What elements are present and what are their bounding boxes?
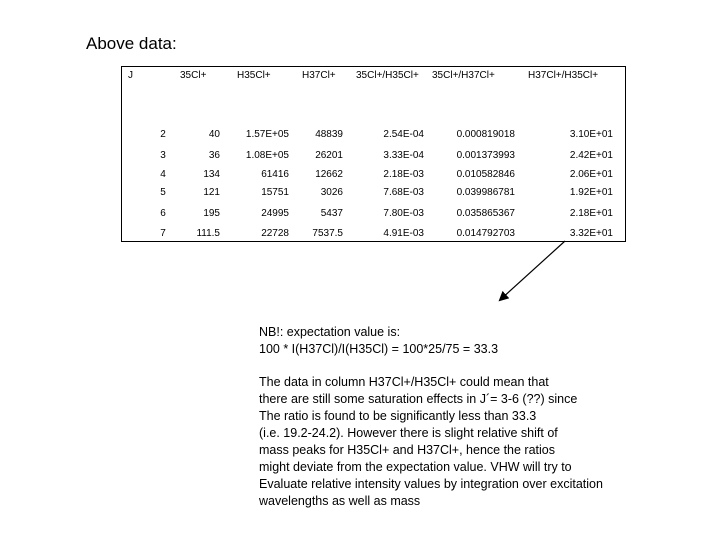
cell-35cl-h37cl: 0.010582846 (456, 169, 515, 180)
explanation-line: (i.e. 19.2-24.2). However there is slight relative shift of (259, 426, 558, 440)
header-35cl-h35cl: 35Cl+/H35Cl+ (356, 70, 419, 81)
explanation-line: there are still some saturation effects in J´= 3-6 (??) since (259, 392, 578, 406)
cell-h35cl: 1.08E+05 (245, 150, 289, 161)
cell-h37cl: 7537.5 (312, 228, 343, 239)
cell-j: 7 (160, 228, 166, 239)
page-title: Above data: (86, 34, 177, 53)
cell-35cl-h37cl: 0.001373993 (456, 150, 515, 161)
cell-35cl-h35cl: 2.18E-03 (383, 169, 424, 180)
cell-h35cl: 61416 (261, 169, 289, 180)
cell-35cl-h35cl: 3.33E-04 (383, 150, 424, 161)
cell-j: 4 (160, 169, 166, 180)
cell-35cl-h37cl: 0.039986781 (456, 187, 515, 198)
header-h35cl: H35Cl+ (237, 70, 271, 81)
cell-35cl-h35cl: 7.80E-03 (383, 208, 424, 219)
explanation-line: wavelengths as well as mass (259, 494, 421, 508)
note-line-1: NB!: expectation value is: (259, 325, 401, 339)
cell-j: 5 (160, 187, 166, 198)
cell-35cl-h35cl: 7.68E-03 (383, 187, 424, 198)
cell-35cl: 36 (208, 150, 220, 161)
cell-h35cl: 1.57E+05 (245, 129, 289, 140)
cell-h37cl: 26201 (315, 150, 343, 161)
cell-35cl-h37cl: 0.014792703 (456, 228, 515, 239)
cell-h37cl: 12662 (315, 169, 343, 180)
explanation-line: Evaluate relative intensity values by integration over excitation (259, 477, 603, 491)
cell-h35cl: 24995 (261, 208, 289, 219)
cell-j: 6 (160, 208, 166, 219)
cell-h35cl: 22728 (261, 228, 289, 239)
cell-h37cl-h35cl: 2.18E+01 (569, 208, 613, 219)
cell-h37cl: 48839 (315, 129, 343, 140)
cell-h37cl-h35cl: 2.06E+01 (569, 169, 613, 180)
cell-35cl-h35cl: 2.54E-04 (383, 129, 424, 140)
cell-h37cl-h35cl: 1.92E+01 (569, 187, 613, 198)
cell-35cl-h37cl: 0.035865367 (456, 208, 515, 219)
cell-j: 2 (160, 129, 166, 140)
cell-35cl-h35cl: 4.91E-03 (383, 228, 424, 239)
header-h37cl-h35cl: H37Cl+/H35Cl+ (528, 70, 599, 81)
note-line-2: 100 * I(H37Cl)/I(H35Cl) = 100*25/75 = 33.3 (259, 342, 499, 356)
cell-h37cl-h35cl: 3.32E+01 (569, 228, 613, 239)
cell-h37cl: 3026 (320, 187, 343, 198)
cell-35cl: 121 (203, 187, 220, 198)
explanation-line: mass peaks for H35Cl+ and H37Cl+, hence the ratios (259, 443, 555, 457)
cell-j: 3 (160, 150, 166, 161)
cell-35cl: 134 (203, 169, 220, 180)
explanation-line: The ratio is found to be significantly less than 33.3 (259, 409, 537, 423)
cell-35cl: 40 (208, 129, 220, 140)
header-h37cl: H37Cl+ (302, 70, 336, 81)
explanation-line: The data in column H37Cl+/H35Cl+ could mean that (259, 375, 549, 389)
cell-h37cl-h35cl: 2.42E+01 (569, 150, 613, 161)
header-35cl-h37cl: 35Cl+/H37Cl+ (432, 70, 495, 81)
cell-35cl: 195 (203, 208, 220, 219)
cell-h35cl: 15751 (261, 187, 289, 198)
cell-h37cl: 5437 (320, 208, 343, 219)
header-35cl: 35Cl+ (180, 70, 207, 81)
cell-35cl: 111.5 (196, 228, 220, 239)
cell-35cl-h37cl: 0.000819018 (456, 129, 515, 140)
cell-h37cl-h35cl: 3.10E+01 (569, 129, 613, 140)
header-j: J (128, 70, 133, 81)
explanation-line: might deviate from the expectation value. VHW will try to (259, 460, 572, 474)
